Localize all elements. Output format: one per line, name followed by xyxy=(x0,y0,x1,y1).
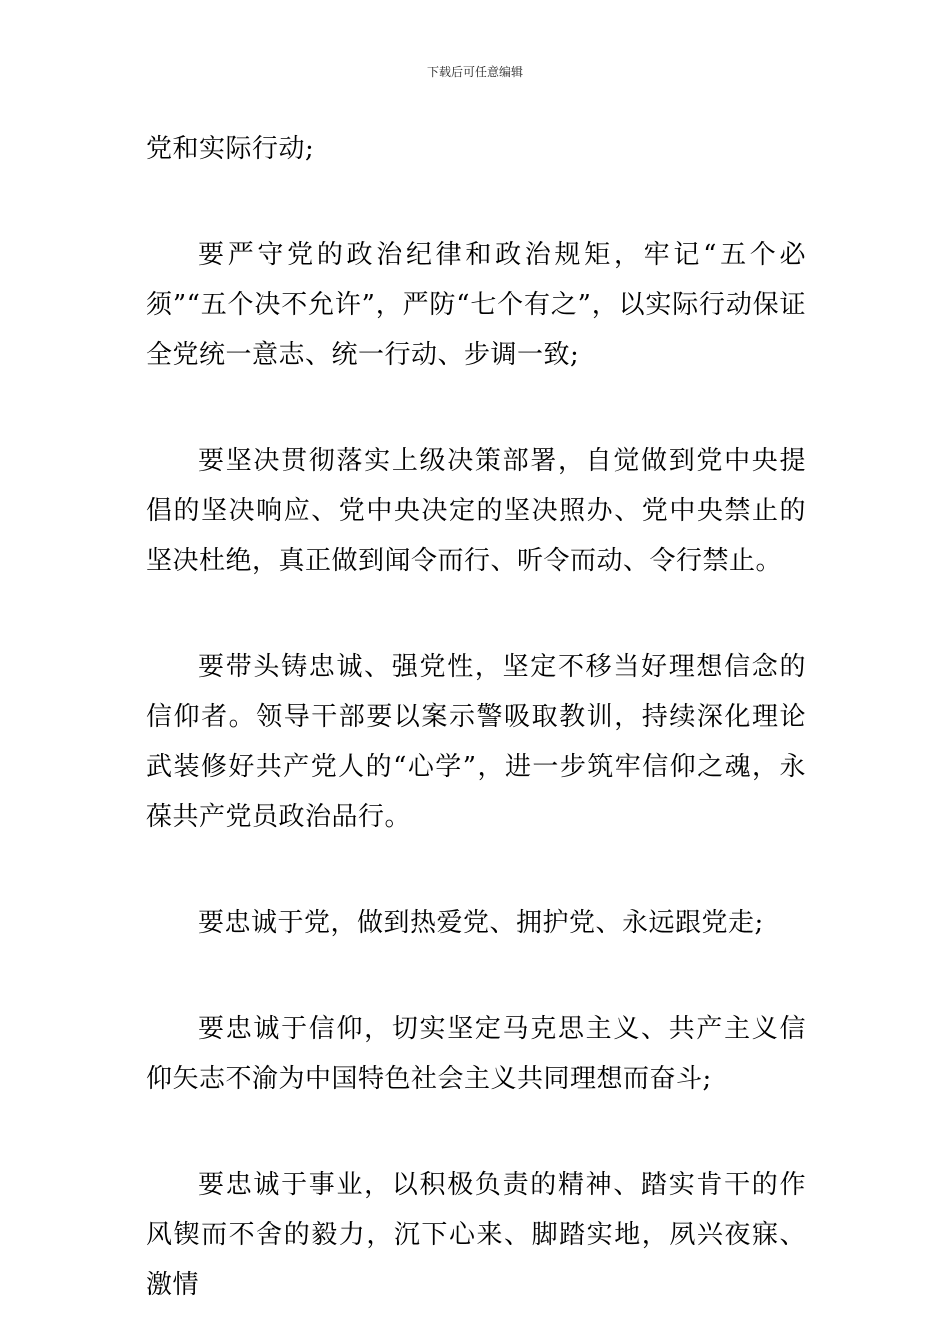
paragraph-5: 要忠诚于党，做到热爱党、拥护党、永远跟党走; xyxy=(198,908,764,938)
paragraph-4: 要带头铸忠诚、强党性，坚定不移当好理想信念的信仰者。领导干部要以案示警吸取教训，持续深化理论武装修好共产党人的“心学”，进一步筑牢信仰之魂，永葆共产党员政治品行。 xyxy=(146,652,806,832)
paragraph-1: 党和实际行动; xyxy=(146,134,315,164)
paragraph-gap xyxy=(146,174,806,230)
paragraph-gap xyxy=(146,842,806,898)
paragraph-7: 要忠诚于事业，以积极负责的精神、踏实肯干的作风锲而不舍的毅力，沉下心来、脚踏实地，夙兴夜寐、激情 xyxy=(146,1170,806,1300)
paragraph-gap xyxy=(146,380,806,436)
paragraph-6: 要忠诚于信仰，切实坚定马克思主义、共产主义信仰矢志不渝为中国特色社会主义共同理想而奋斗; xyxy=(146,1014,806,1094)
paragraph-gap xyxy=(146,586,806,642)
paragraph-gap xyxy=(146,1104,806,1160)
page-header-note: 下载后可任意编辑 xyxy=(426,65,523,79)
paragraph-2: 要严守党的政治纪律和政治规矩，牢记“五个必须”“五个决不允许”，严防“七个有之”，以实际行动保证全党统一意志、统一行动、步调一致; xyxy=(146,240,806,370)
document-body xyxy=(146,124,806,1310)
paragraph-gap xyxy=(146,948,806,1004)
paragraph-3: 要坚决贯彻落实上级决策部署，自觉做到党中央提倡的坚决响应、党中央决定的坚决照办、党中央禁止的坚决杜绝，真正做到闻令而行、听令而动、令行禁止。 xyxy=(146,446,806,576)
